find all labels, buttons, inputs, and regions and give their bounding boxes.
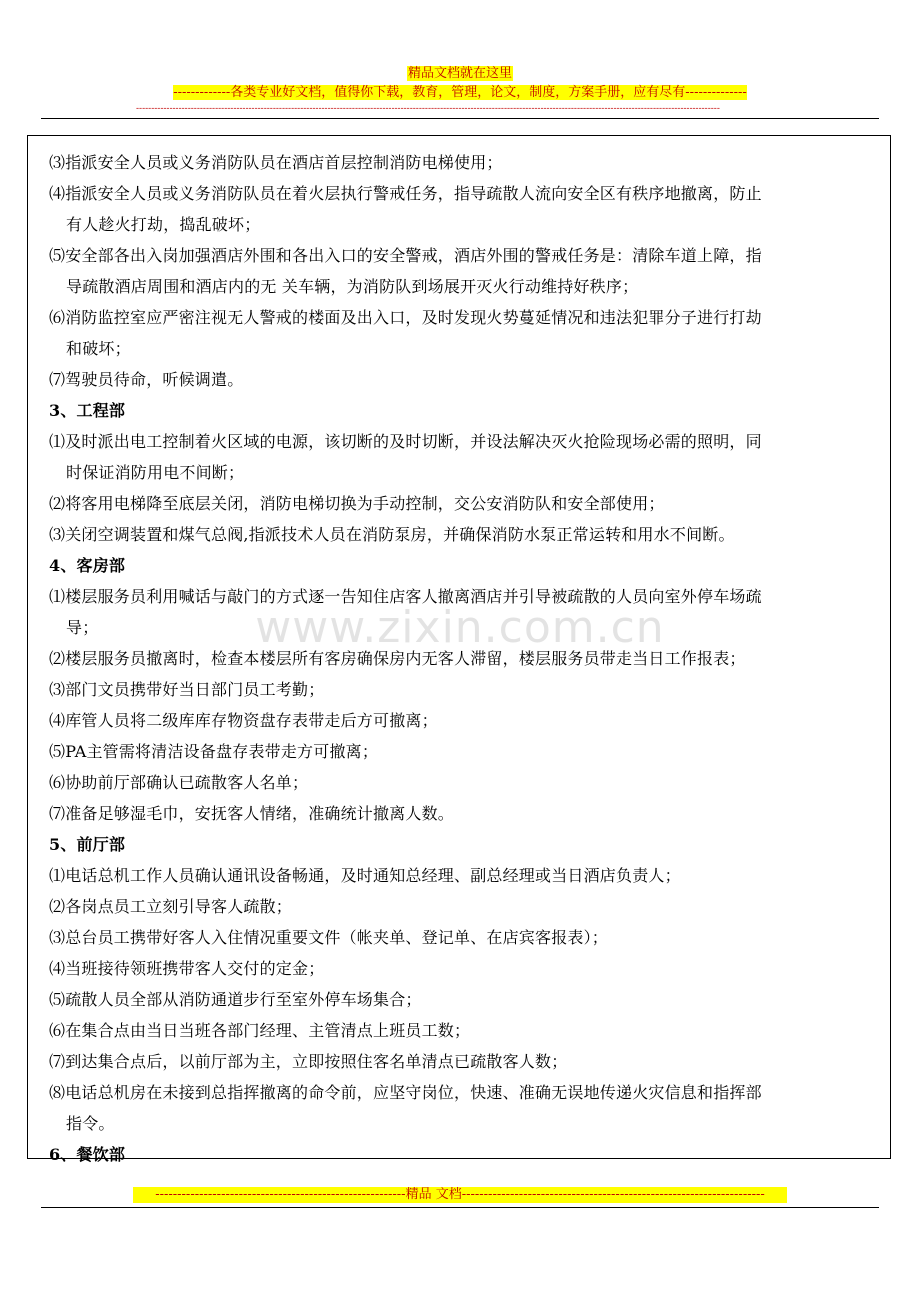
header-dash-line: ------------------------------------------------------------------------------------------------------------------------------------------------------------------------------------------------: [136, 104, 720, 114]
section-heading-front-office: 5、前厅部: [49, 835, 126, 854]
list-item: ⑺准备足够湿毛巾，安抚客人情绪，准确统计撤离人数。: [49, 804, 455, 823]
list-item: ⑻电话总机房在未接到总指挥撤离的命令前，应坚守岗位，快速、准确无误地传递火灾信息和指挥部: [49, 1083, 762, 1102]
footer-rule: [41, 1207, 879, 1208]
document-body: [27, 135, 891, 1164]
header-rule: [41, 118, 879, 119]
list-item: ⑷指派安全人员或义务消防队员在着火层执行警戒任务，指导疏散人流向安全区有秩序地撤离，防止: [49, 184, 762, 203]
list-item: ⑺驾驶员待命，听候调遣。: [49, 370, 244, 389]
list-item: ⑷当班接待领班携带客人交付的定金；: [49, 959, 325, 978]
list-item: ⑺到达集合点后，以前厅部为主，立即按照住客名单清点已疏散客人数；: [49, 1052, 568, 1071]
list-item-continuation: 时保证消防用电不间断；: [66, 463, 245, 482]
list-item-continuation: 指令。: [66, 1114, 115, 1133]
header-subtitle: -------------各类专业好文档，值得你下载，教育，管理，论文，制度，方案手册，应有尽有--------------: [173, 85, 747, 100]
section-heading-engineering: 3、工程部: [49, 401, 126, 420]
list-item-continuation: 导；: [66, 618, 99, 637]
list-item: ⑸PA主管需将清洁设备盘存表带走方可撤离；: [49, 742, 379, 761]
list-item: ⑸安全部各出入岗加强酒店外围和各出入口的安全警戒，酒店外围的警戒任务是：清除车道上障，指: [49, 246, 762, 265]
list-item: ⑶指派安全人员或义务消防队员在酒店首层控制消防电梯使用；: [49, 153, 503, 172]
list-item: ⑴及时派出电工控制着火区域的电源，该切断的及时切断，并设法解决灭火抢险现场必需的照明，同: [49, 432, 762, 451]
list-item: ⑵将客用电梯降至底层关闭，消防电梯切换为手动控制，交公安消防队和安全部使用；: [49, 494, 665, 513]
list-item: ⑵楼层服务员撤离时，检查本楼层所有客房确保房内无客人滞留，楼层服务员带走当日工作报表；: [49, 649, 746, 668]
list-item-continuation: 导疏散酒店周围和酒店内的无 关车辆，为消防队到场展开灭火行动维持好秩序；: [66, 277, 639, 296]
list-item: ⑶部门文员携带好当日部门员工考勤；: [49, 680, 325, 699]
list-item: ⑹协助前厅部确认已疏散客人名单；: [49, 773, 309, 792]
list-item: ⑶总台员工携带好客人入住情况重要文件（帐夹单、登记单、在店宾客报表）；: [49, 928, 609, 947]
footer-banner: ---------------------------------------------------------精品 文档---------------------------------------------------------------------: [133, 1187, 787, 1203]
section-heading-food-beverage: 6、餐饮部: [49, 1145, 126, 1164]
list-item: ⑶关闭空调装置和煤气总阀,指派技术人员在消防泵房，并确保消防水泵正常运转和用水不间断。: [49, 525, 735, 544]
header-title: 精品文档就在这里: [407, 66, 512, 81]
list-item: ⑴楼层服务员利用喊话与敲门的方式逐一告知住店客人撤离酒店并引导被疏散的人员向室外停车场疏: [49, 587, 762, 606]
list-item: ⑸疏散人员全部从消防通道步行至室外停车场集合；: [49, 990, 422, 1009]
list-item-continuation: 有人趁火打劫，捣乱破坏；: [66, 215, 261, 234]
list-item-continuation: 和破坏；: [66, 339, 131, 358]
list-item: ⑷库管人员将二级库库存物资盘存表带走后方可撤离；: [49, 711, 438, 730]
section-heading-housekeeping: 4、客房部: [49, 556, 126, 575]
list-item: ⑵各岗点员工立刻引导客人疏散；: [49, 897, 293, 916]
watermark: www.zixin.com.cn: [255, 602, 665, 653]
list-item: ⑹消防监控室应严密注视无人警戒的楼面及出入口，及时发现火势蔓延情况和违法犯罪分子进行打劫: [49, 308, 762, 327]
list-item: ⑴电话总机工作人员确认通讯设备畅通，及时通知总经理、副总经理或当日酒店负责人；: [49, 866, 681, 885]
list-item: ⑹在集合点由当日当班各部门经理、主管清点上班员工数；: [49, 1021, 471, 1040]
